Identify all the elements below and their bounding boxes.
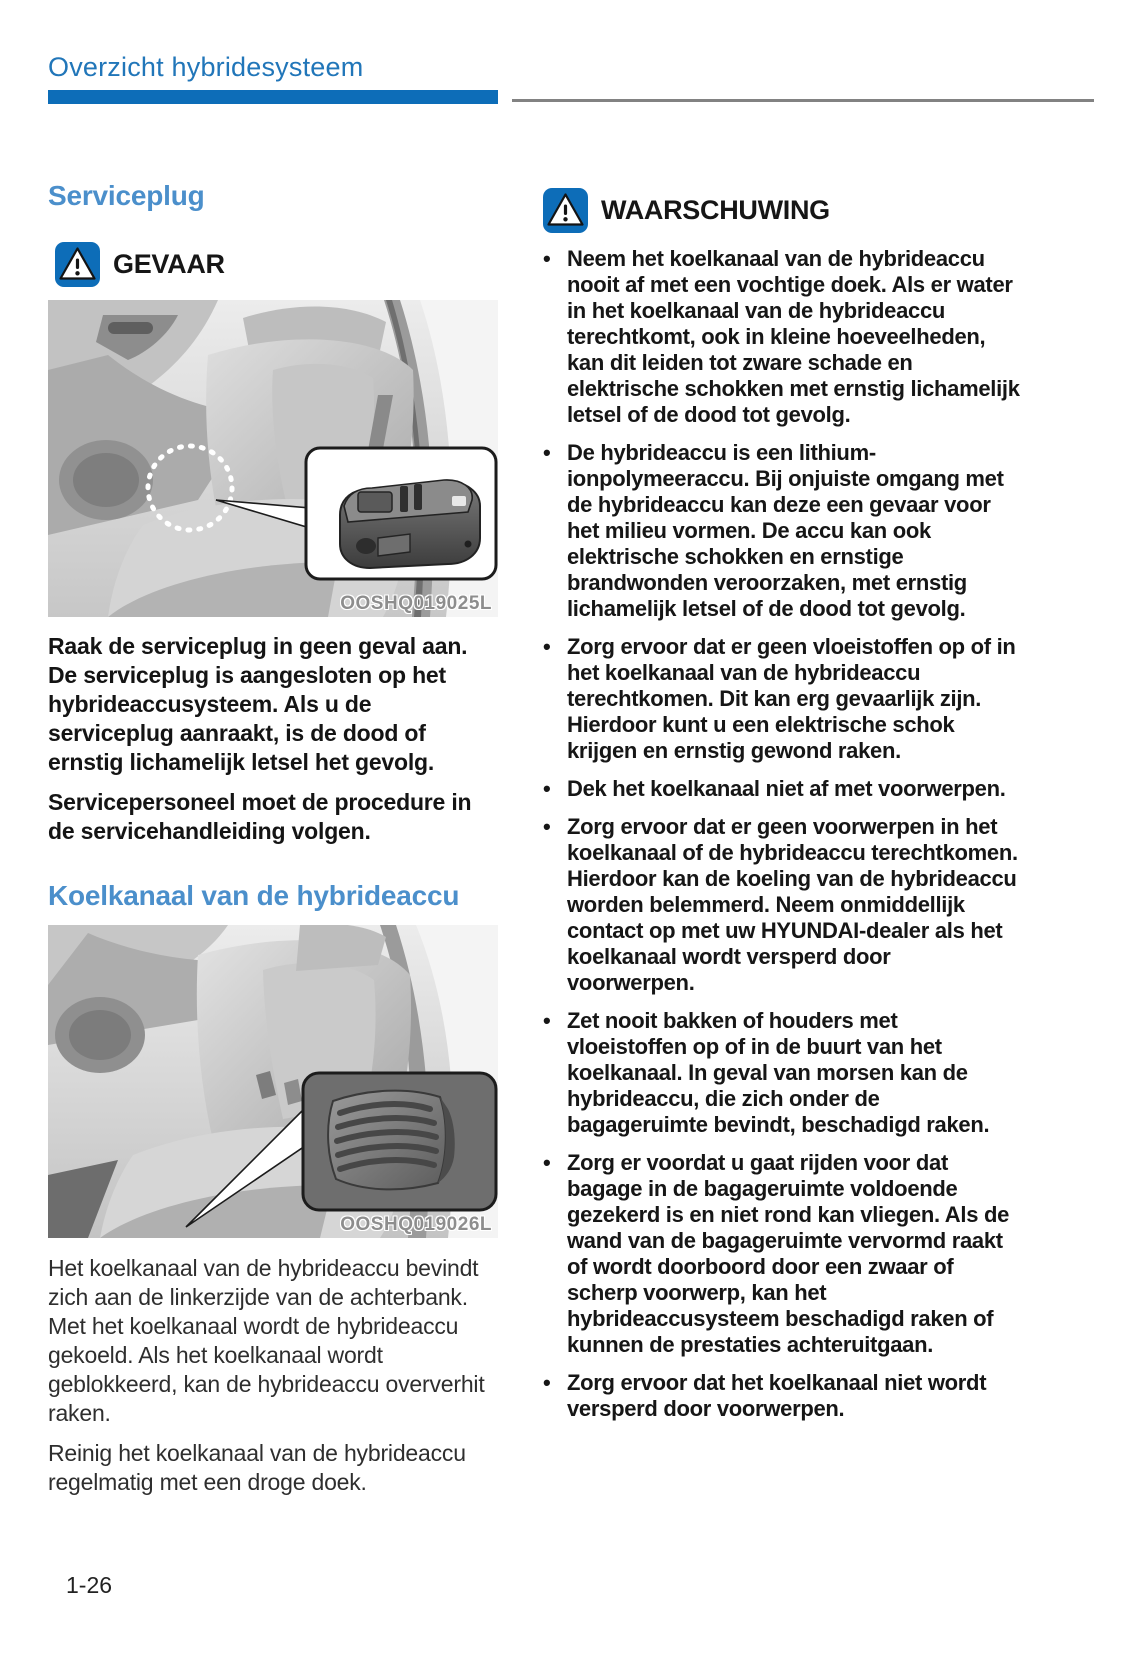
figure-code: OOSHQ019025L — [340, 593, 492, 614]
warning-list-item — [543, 814, 1094, 996]
figure-koelkanaal — [48, 925, 498, 1238]
left-column — [48, 180, 498, 1497]
warning-header — [543, 188, 1094, 233]
paragraph-koelkanaal-2: Reinig het koelkanaal van de hybrideaccu regelmatig met een droge doek. — [48, 1440, 466, 1495]
warning-item-text: Zorg ervoor dat er geen voorwerpen in het koelkanaal of de hybrideaccu terechtkomen. Hierdoor kan de koeling van de hybrideaccu worden belemmerd. Neem onmiddellijk contact op met uw HYUNDAI-dealer als het koelkanaal wordt versperd door voorwerpen. — [567, 814, 1018, 995]
right-column — [541, 180, 1094, 1497]
warning-item-text: Zorg er voordat u gaat rijden voor dat bagage in de bagageruimte voldoende gezekerd is en niet rond kan vliegen. Als de wand van de bagageruimte vervormd raakt of wordt doorboord door een zwaar of scherp voorwerp, kan het hybrideaccusysteem beschadigd raken of kunnen de prestaties achteruitgaan. — [567, 1150, 1010, 1357]
paragraph-serviceplug-2: Servicepersoneel moet de procedure in de servicehandleiding volgen. — [48, 789, 472, 844]
warning-list — [543, 246, 1094, 1422]
warning-list-item — [543, 634, 1094, 764]
bullet-marker: • — [543, 1008, 551, 1033]
warning-list-item — [543, 246, 1094, 428]
car-rear-seat-cooling-duct-illustration — [48, 925, 498, 1238]
warning-item-text: Dek het koelkanaal niet af met voorwerpen. — [567, 776, 1006, 801]
bullet-marker: • — [543, 634, 551, 659]
page-title: Overzicht hybridesysteem — [48, 52, 364, 82]
warning-list-item — [543, 440, 1094, 622]
warning-item-text: Zorg ervoor dat het koelkanaal niet wordt versperd door voorwerpen. — [567, 1370, 987, 1421]
section-heading-koelkanaal: Koelkanaal van de hybrideaccu — [48, 880, 460, 911]
warning-item-text: Zet nooit bakken of houders met vloeistoffen op of in de buurt van het koelkanaal. In geval van morsen kan de hybrideaccu, die zich onder de bagageruimte bevindt, beschadigd raken. — [567, 1008, 990, 1137]
header-accent-bar — [48, 90, 498, 104]
section-heading-serviceplug: Serviceplug — [48, 180, 205, 211]
header-rule-line — [512, 99, 1094, 102]
car-rear-seat-serviceplug-illustration — [48, 300, 498, 617]
paragraph-koelkanaal-1: Het koelkanaal van de hybrideaccu bevindt zich aan de linkerzijde van de achterbank. Met het koelkanaal wordt de hybrideaccu gekoeld. Als het koelkanaal wordt geblokkeerd, kan de hybrideaccu oververhit raken. — [48, 1255, 485, 1426]
danger-label: GEVAAR — [113, 249, 225, 279]
warning-item-text: De hybrideaccu is een lithium-ionpolymeeraccu. Bij onjuiste omgang met de hybrideaccu kan deze een gevaar voor het milieu vormen. De accu kan ook elektrische schokken en ernstige brandwonden veroorzaken, met ernstig lichamelijk letsel of de dood tot gevolg. — [567, 440, 1004, 621]
warning-list-item — [543, 1370, 1094, 1422]
warning-list-item — [543, 1008, 1094, 1138]
bullet-marker: • — [543, 1370, 551, 1395]
warning-list-item — [543, 1150, 1094, 1358]
bullet-marker: • — [543, 246, 551, 271]
bullet-marker: • — [543, 440, 551, 465]
warning-item-text: Neem het koelkanaal van de hybrideaccu nooit af met een vochtige doek. Als er water in het koelkanaal van de hybrideaccu terechtkomt, ook in kleine hoeveelheden, kan dit leiden tot zware schade en elektrische schokken met ernstig lichamelijk letsel of de dood tot gevolg. — [567, 246, 1020, 427]
paragraph-serviceplug-1: Raak de serviceplug in geen geval aan. De serviceplug is aangesloten op het hybrideaccusysteem. Als u de serviceplug aanraakt, is de dood of ernstig lichamelijk letsel het gevolg. — [48, 633, 468, 775]
bullet-marker: • — [543, 1150, 551, 1175]
bullet-marker: • — [543, 814, 551, 839]
figure-code: OOSHQ019026L — [340, 1214, 492, 1235]
figure-serviceplug — [48, 300, 498, 617]
warning-triangle-icon — [543, 188, 588, 233]
page-number: 1-26 — [66, 1572, 113, 1598]
content-columns — [48, 180, 1094, 1497]
warning-label: WAARSCHUWING — [601, 195, 830, 225]
warning-triangle-icon — [55, 242, 100, 287]
warning-item-text: Zorg ervoor dat er geen vloeistoffen op of in het koelkanaal van de hybrideaccu terechtkomen. Dit kan erg gevaarlijk zijn. Hierdoor kunt u een elektrische schok krijgen en ernstig gewond raken. — [567, 634, 1016, 763]
warning-list-item — [543, 776, 1094, 802]
danger-header — [55, 242, 498, 287]
bullet-marker: • — [543, 776, 551, 801]
